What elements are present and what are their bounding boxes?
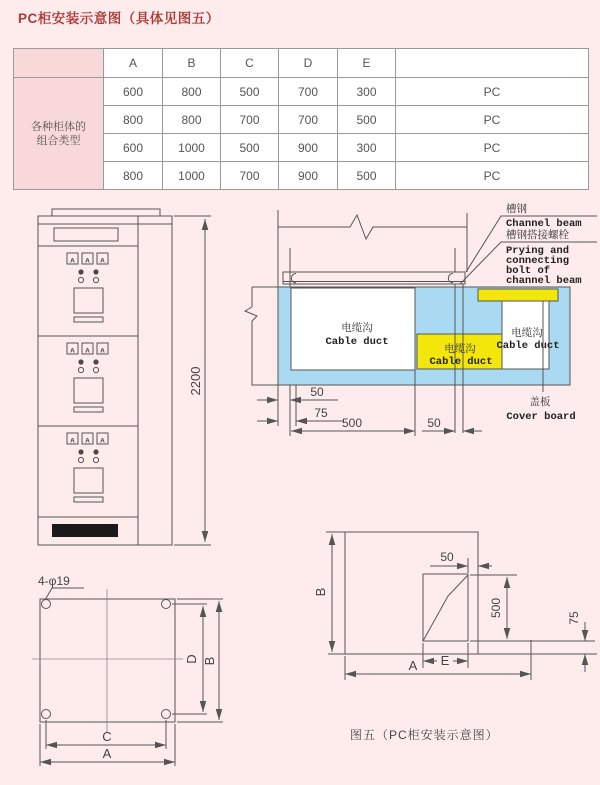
cable-duct-label-en: Cable duct	[429, 356, 493, 368]
cell: 500	[338, 106, 396, 134]
foundation-plan-figure	[15, 565, 230, 780]
spec-table	[13, 48, 589, 190]
beam-bolt-label-en: connecting	[506, 255, 570, 267]
cell: 300	[338, 134, 396, 162]
base-frame	[40, 599, 175, 722]
handle-slot	[74, 497, 103, 502]
meter-label: A	[70, 257, 75, 265]
dim-b: B	[313, 587, 328, 597]
cell: 500	[221, 78, 279, 106]
table-row	[14, 78, 589, 106]
cell: 500	[221, 134, 279, 162]
cell: 900	[279, 134, 338, 162]
cell: 700	[221, 162, 279, 190]
indicator-lights	[78, 359, 98, 372]
cover-board-label-cn: 盖板	[529, 396, 551, 408]
page-title: PC柜安装示意图（具体见图五）	[18, 11, 220, 26]
col-header-e: E	[338, 49, 396, 78]
group-label-line2: 组合类型	[36, 134, 81, 147]
col-header-d: D	[279, 49, 338, 78]
section-dimensions	[257, 385, 482, 431]
dim-a: A	[408, 658, 418, 673]
cell: 900	[279, 162, 338, 190]
dim-c: C	[102, 729, 112, 744]
dim-500-duct: 500	[341, 416, 363, 430]
holes-leader	[45, 588, 84, 600]
installation-detail-figure	[300, 520, 600, 690]
cell: 800	[163, 78, 221, 106]
group-label-line1: 各种柜体的	[31, 120, 86, 133]
dim-e: E	[440, 653, 450, 668]
cell: 700	[279, 106, 338, 134]
plan-dimensions	[40, 599, 223, 766]
cabinet-section	[67, 343, 108, 412]
cell: 500	[338, 162, 396, 190]
detail-dimensions	[313, 532, 595, 680]
beam-bolt-label-en: bolt of	[506, 265, 551, 277]
dim-50-front: 50	[310, 385, 324, 399]
indicator-lights	[78, 449, 98, 462]
table-corner-cell	[14, 49, 104, 78]
holes-label: 4-φ19	[38, 574, 70, 588]
meter-label: A	[70, 437, 75, 445]
cell: 600	[104, 78, 163, 106]
dimension-2200	[174, 216, 211, 545]
cable-duct-label-cn: 电缆沟	[341, 322, 373, 334]
col-header-c: C	[221, 49, 279, 78]
handle-slot	[74, 317, 103, 322]
col-header-a: A	[104, 49, 163, 78]
cell: 600	[104, 134, 163, 162]
row-group-label	[14, 78, 104, 190]
cell-type: PC	[396, 162, 589, 190]
breaker-panel	[74, 468, 103, 493]
col-header-b: B	[163, 49, 221, 78]
installation-section-figure	[240, 195, 600, 440]
beam-bolt-label-en: Prying and	[506, 245, 570, 257]
cell: 1000	[163, 162, 221, 190]
meter-label: A	[85, 437, 90, 445]
dim-50: 50	[440, 550, 454, 564]
cover-board-label-en: Cover board	[506, 411, 576, 423]
cell: 700	[221, 106, 279, 134]
meter-label: A	[100, 347, 105, 355]
col-header-type	[396, 49, 589, 78]
beam-bolt-label-en: channel beam	[506, 275, 582, 287]
cell: 800	[163, 106, 221, 134]
meter-label: A	[85, 257, 90, 265]
vent-slot	[52, 524, 118, 537]
cell: 700	[279, 78, 338, 106]
dim-b: B	[202, 656, 217, 666]
breaker-panel	[74, 288, 103, 313]
cable-duct-label-en: Cable duct	[496, 340, 560, 352]
cover-board	[478, 289, 558, 301]
meter-label: A	[100, 437, 105, 445]
cable-duct-label-en: Cable duct	[325, 336, 389, 348]
cabinet-section	[67, 253, 108, 322]
cell-type: PC	[396, 134, 589, 162]
centerlines	[32, 589, 183, 732]
cell-type: PC	[396, 106, 589, 134]
meter-label: A	[100, 257, 105, 265]
cabinet-section	[67, 433, 108, 502]
cabinet-outline	[38, 209, 172, 545]
dim-500: 500	[489, 597, 503, 619]
dim-d: D	[184, 654, 199, 664]
beam-bolt-label-cn: 槽钢搭接螺栓	[506, 229, 569, 241]
cell: 800	[104, 162, 163, 190]
cabinet-height-dim: 2200	[188, 366, 203, 396]
cell: 800	[104, 106, 163, 134]
detail-outline	[328, 532, 597, 654]
meter-label: A	[70, 347, 75, 355]
meter-label: A	[85, 347, 90, 355]
channel-beam-label-cn: 槽钢	[506, 203, 527, 215]
cable-duct-label-cn: 电缆沟	[511, 327, 543, 339]
dim-75: 75	[567, 611, 581, 625]
indicator-lights	[78, 269, 98, 282]
cable-duct-label-cn: 电缆沟	[444, 343, 476, 355]
cell: 300	[338, 78, 396, 106]
cell: 1000	[163, 134, 221, 162]
handle-slot	[74, 407, 103, 412]
channel-beam-label-en: Channel beam	[506, 218, 582, 230]
breaker-panel	[74, 378, 103, 403]
figure-caption: 图五（PC柜安装示意图）	[350, 728, 499, 742]
cabinet-front-view-figure	[20, 195, 235, 560]
cell-type: PC	[396, 78, 589, 106]
dim-75: 75	[314, 406, 328, 420]
channel-beam	[283, 272, 465, 284]
dim-a: A	[102, 746, 112, 761]
table-header-row	[14, 49, 589, 78]
dim-50-wall: 50	[427, 416, 441, 430]
